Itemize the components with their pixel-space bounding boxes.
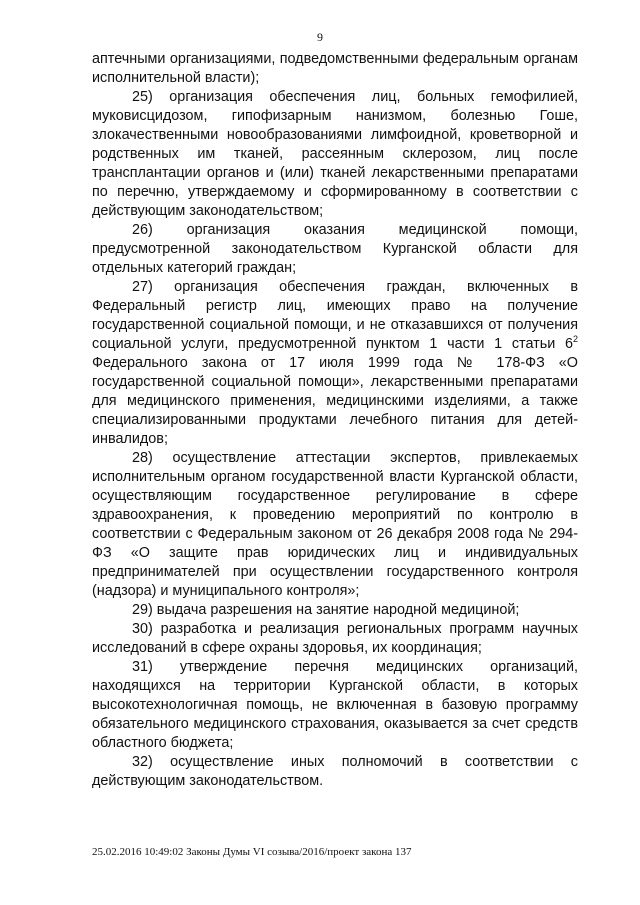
superscript-mark: 2 — [572, 334, 578, 345]
paragraph-item-27-tail: Федерального закона от 17 июля 1999 года № 178-ФЗ «О государственной социальной помощи», лекарственными препаратами для медицинского применения, медицинскими изделиями, а также специализированными продуктами лечебного питания для детей-инвалидов; — [92, 355, 578, 447]
paragraph-item-29: 29) выдача разрешения на занятие народной медициной; — [132, 602, 520, 618]
paragraph-item-27 — [92, 278, 578, 449]
paragraph-item-25: 25) организация обеспечения лиц, больных гемофилией, муковисцидозом, гипофизарным нанизмом, болезнью Гоше, злокачественными новообразованиями лимфоидной, кроветворной и родственных им тканей, рассеянным склерозом, лиц после трансплантации органов и (или) тканей лекарственными препаратами по перечню, утверждаемому и сформированному в соответствии с действующим законодательством; — [92, 89, 578, 219]
paragraph-item-32: 32) осуществление иных полномочий в соответствии с действующим законодательством. — [92, 754, 578, 789]
paragraph-item-27-head: 27) организация обеспечения граждан, включенных в Федеральный регистр лиц, имеющих право на получение государственной социальной помощи, и не отказавшихся от получения социальной услуги, предусмотренной пунктом 1 части 1 статьи 6 — [92, 279, 578, 352]
document-footer: 25.02.2016 10:49:02 Законы Думы VI созыва/2016/проект закона 137 — [92, 846, 412, 858]
paragraph-item-31: 31) утверждение перечня медицинских организаций, находящихся на территории Курганской области, в которых высокотехнологичная помощь, не включенная в базовую программу обязательного медицинского страхования, оказывается за счет средств областного бюджета; — [92, 659, 578, 751]
document-body — [92, 50, 578, 791]
paragraph-item-30: 30) разработка и реализация региональных программ научных исследований в сфере охраны здоровья, их координация; — [92, 621, 578, 656]
page-number: 9 — [317, 30, 323, 44]
paragraph-continuation: аптечными организациями, подведомственными федеральным органам исполнительной власти); — [92, 51, 578, 86]
paragraph-item-26: 26) организация оказания медицинской помощи, предусмотренной законодательством Курганской области для отдельных категорий граждан; — [92, 222, 578, 276]
paragraph-item-28: 28) осуществление аттестации экспертов, привлекаемых исполнительным органом государственной власти Курганской области, осуществляющим государственное регулирование в сфере здравоохранения, к проведению мероприятий по контролю в соответствии с Федеральным законом от 26 декабря 2008 года № 294-ФЗ «О защите прав юридических лиц и индивидуальных предпринимателей при осуществлении государственного контроля (надзора) и муниципального контроля»; — [92, 450, 578, 599]
